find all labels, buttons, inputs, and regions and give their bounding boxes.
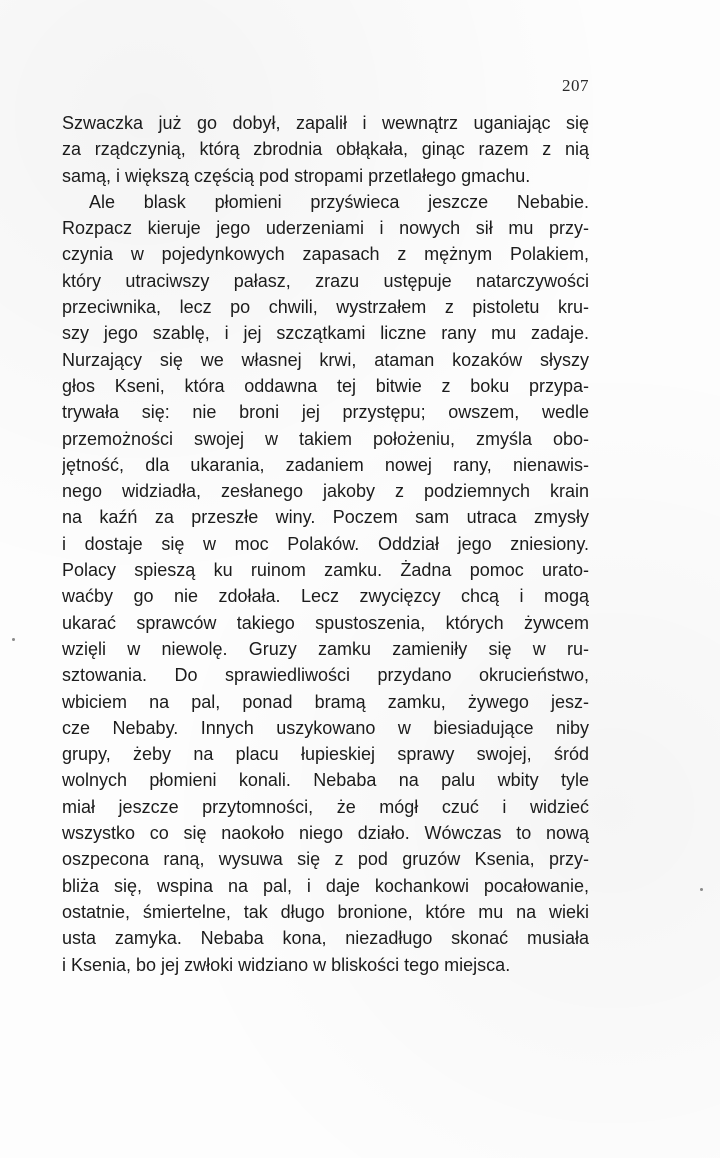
text-line: Ale blask płomieni przyświeca jeszcze Nebabie.	[89, 191, 589, 212]
text-line: trywała się: nie broni jej przystępu; owszem, wedle	[62, 402, 589, 423]
text-line: miał jeszcze przytomności, że mógł czuć i widzieć	[62, 796, 589, 817]
body-text	[62, 110, 589, 978]
paper-speck	[700, 888, 703, 891]
text-line: wszystko co się naokoło niego działo. Wówczas to nową	[62, 823, 589, 844]
text-line: czynia w pojedynkowych zapasach z mężnym Polakiem,	[62, 244, 589, 265]
text-line: nego widziadła, zesłanego jakoby z podziemnych krain	[62, 481, 589, 502]
text-line: sztowania. Do sprawiedliwości przydano okrucieństwo,	[62, 665, 589, 686]
text-line: ostatnie, śmiertelne, tak długo bronione, które mu na wieki	[62, 901, 589, 922]
text-line: jętność, dla ukarania, zadaniem nowej rany, nienawis-	[62, 454, 589, 475]
text-line: który utraciwszy pałasz, zrazu ustępuje natarczywości	[62, 270, 589, 291]
text-line: przemożności swojej w takiem położeniu, zmyśla obo-	[62, 428, 589, 449]
text-line: i Ksenia, bo jej zwłoki widziano w bliskości tego miejsca.	[62, 954, 511, 975]
paper-speck	[12, 638, 15, 641]
text-line: szy jego szablę, i jej szczątkami liczne rany mu zadaje.	[62, 323, 589, 344]
text-line: usta zamyka. Nebaba kona, niezadługo skonać musiała	[62, 928, 589, 949]
text-line: i dostaje się w moc Polaków. Oddział jego zniesiony.	[62, 533, 589, 554]
text-line: głos Kseni, która oddawna tej bitwie z boku przypa-	[62, 375, 589, 396]
text-line: za rządczynią, którą zbrodnia obłąkała, ginąc razem z nią	[62, 139, 589, 160]
text-line: Nurzający się we własnej krwi, ataman kozaków słyszy	[62, 349, 589, 370]
text-line: Polacy spieszą ku ruinom zamku. Żadna pomoc urato-	[62, 560, 589, 581]
text-line: wzięli w niewolę. Gruzy zamku zamieniły się w ru-	[62, 638, 589, 659]
page-number: 207	[562, 76, 589, 95]
text-line: grupy, żeby na placu łupieskiej sprawy swojej, śród	[62, 744, 589, 765]
text-line: wbiciem na pal, ponad bramą zamku, żywego jesz-	[62, 691, 589, 712]
text-line: wolnych płomieni konali. Nebaba na palu wbity tyle	[62, 770, 589, 791]
text-line: cze Nebaby. Innych uszykowano w biesiadujące niby	[62, 717, 589, 738]
text-line: przeciwnika, lecz po chwili, wystrzałem z pistoletu kru-	[62, 297, 589, 318]
text-line: samą, i większą częścią pod stropami przetlałego gmachu.	[62, 165, 531, 186]
text-line: Rozpacz kieruje jego uderzeniami i nowych sił mu przy-	[62, 218, 589, 239]
text-line: ukarać sprawców takiego spustoszenia, których żywcem	[62, 612, 589, 633]
text-line: Szwaczka już go dobył, zapalił i wewnątrz uganiając się	[62, 113, 589, 133]
text-line: na kaźń za przeszłe winy. Poczem sam utraca zmysły	[62, 507, 589, 528]
text-line: oszpecona raną, wysuwa się z pod gruzów Ksenia, przy-	[62, 849, 589, 870]
text-line: bliża się, wspina na pal, i daje kochankowi pocałowanie,	[62, 875, 589, 896]
text-line: waćby go nie zdołała. Lecz zwycięzcy chcą i mogą	[62, 586, 589, 607]
